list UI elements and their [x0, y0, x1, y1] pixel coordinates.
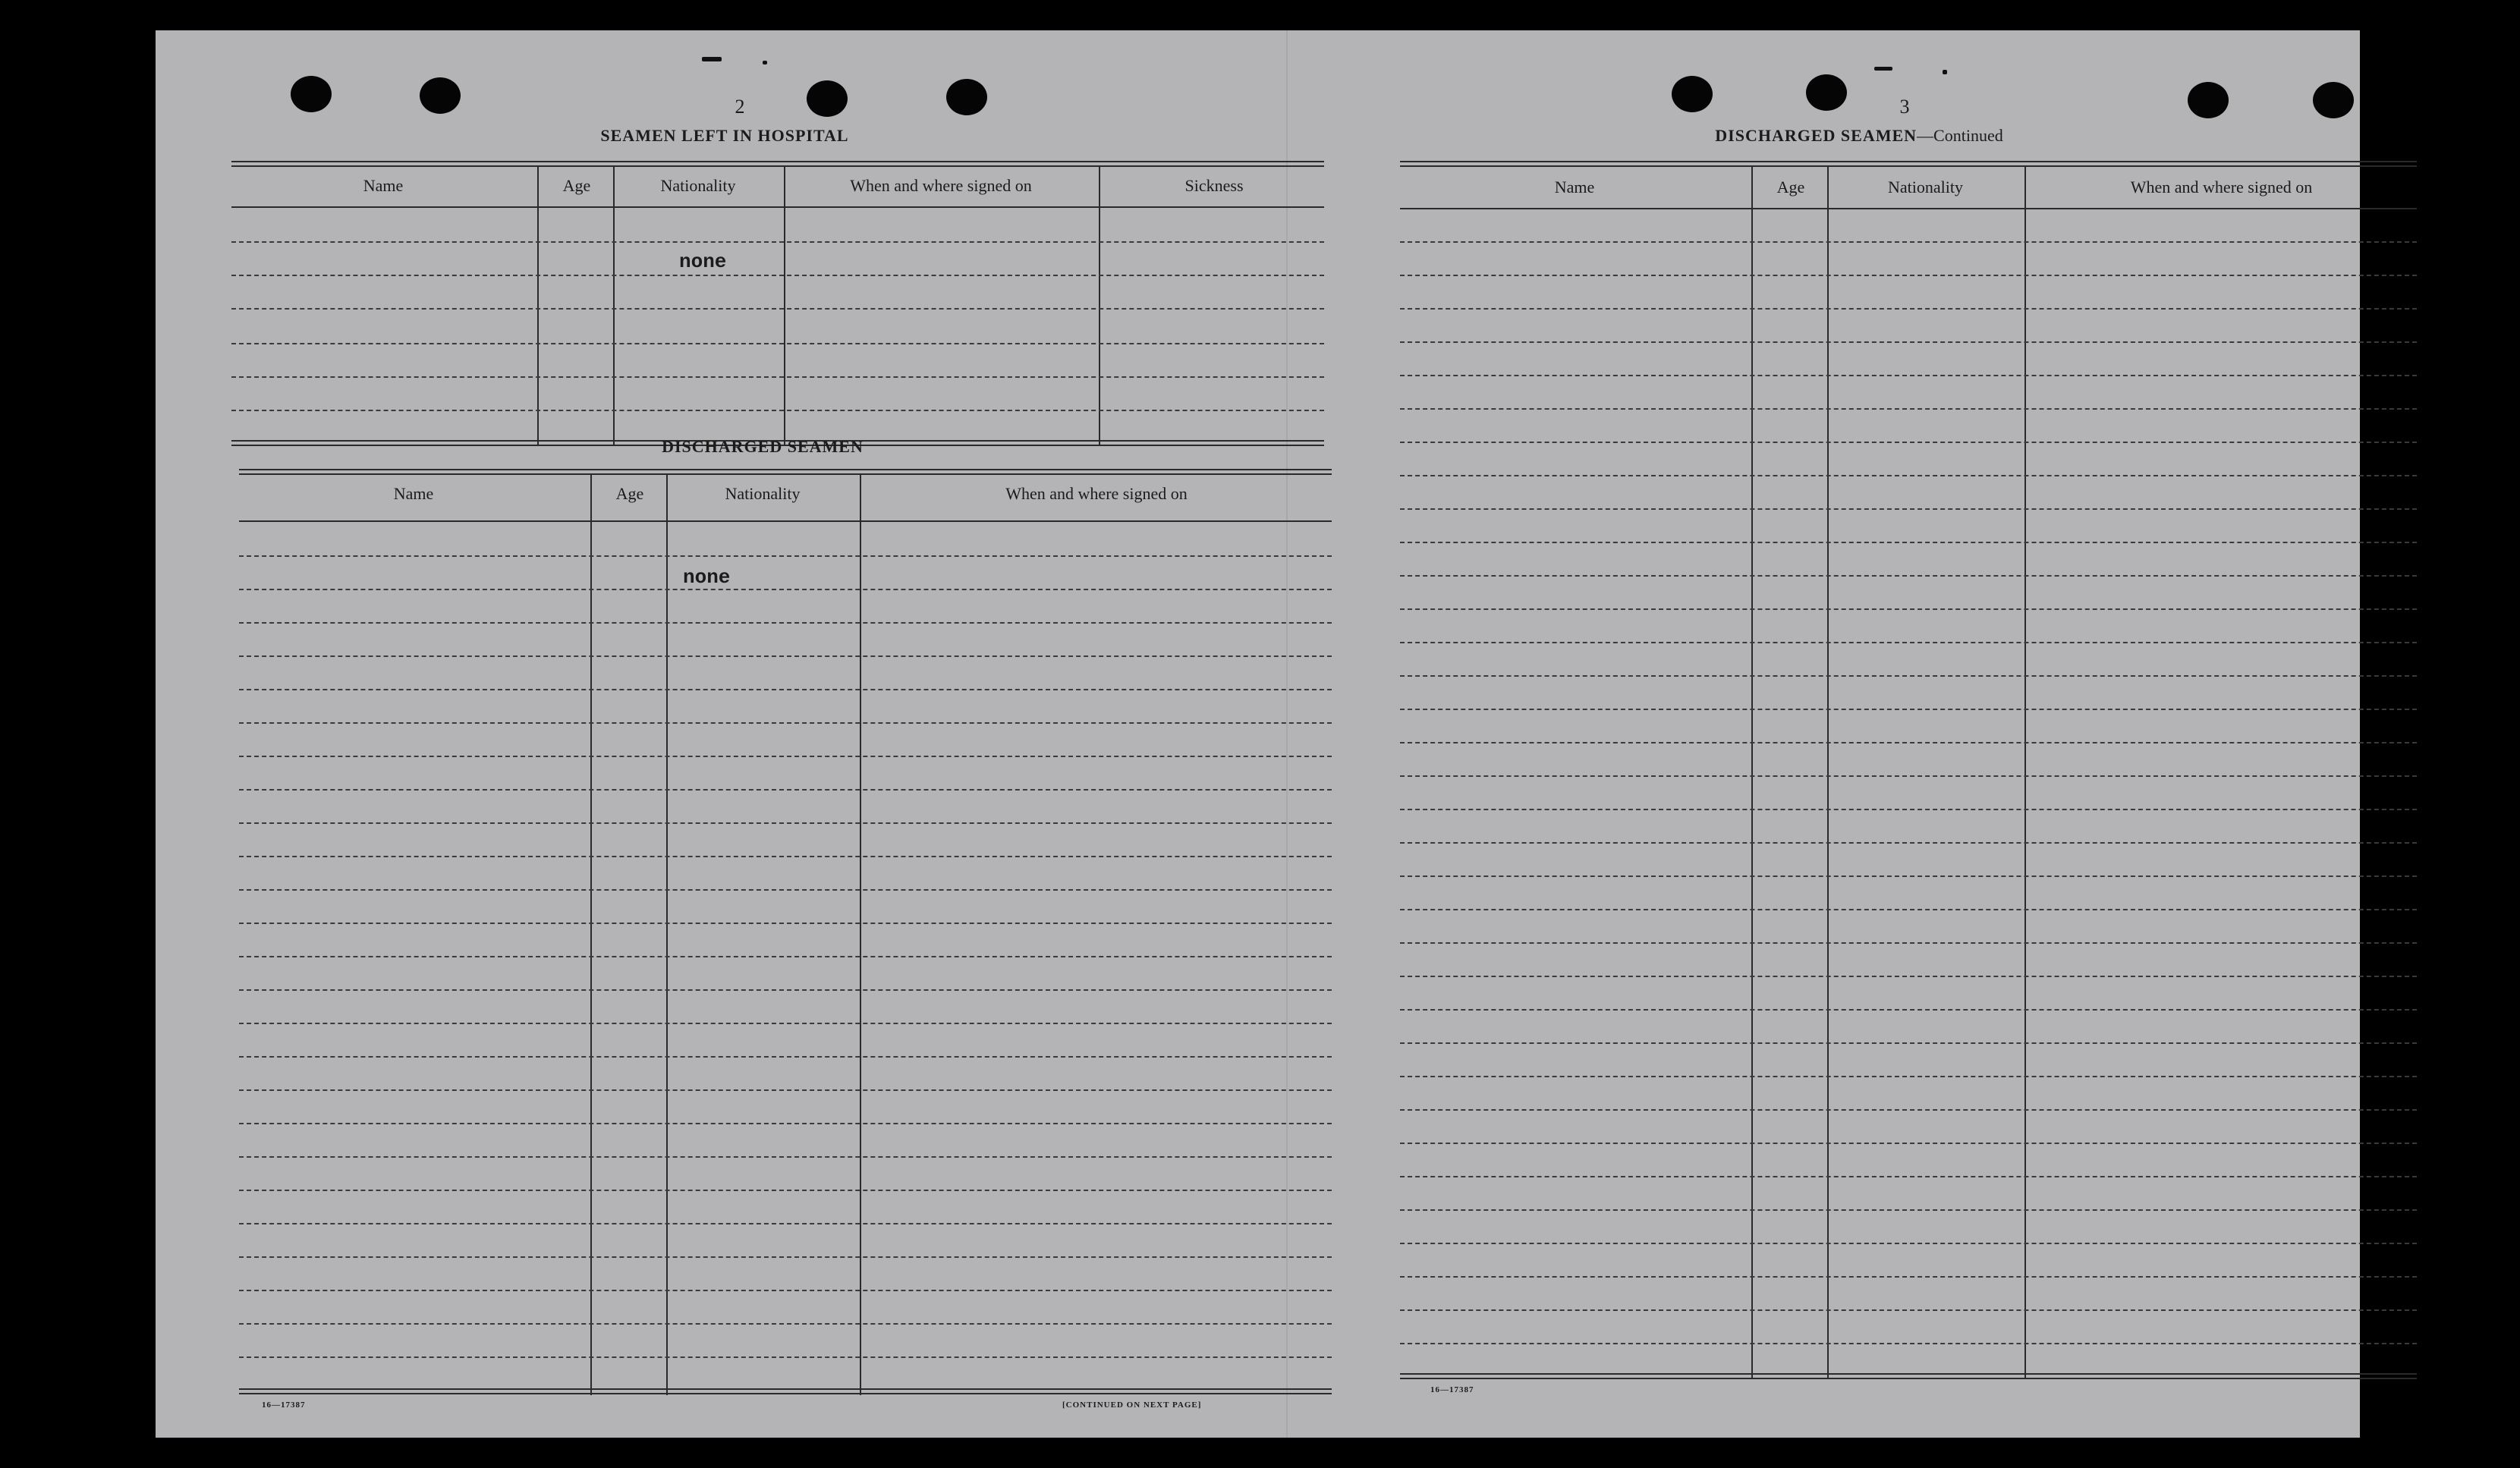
form-number: 16—17387 [262, 1400, 306, 1410]
title-continued: —Continued [1917, 126, 2003, 145]
column-header: Name [393, 484, 434, 503]
section-title-discharged-continued [1669, 126, 2049, 146]
column-header: Name [363, 176, 404, 195]
column-header: Age [1776, 178, 1805, 196]
document-sheet [156, 30, 2360, 1438]
column-header: Sickness [1184, 176, 1244, 195]
title-main: DISCHARGED SEAMEN [1715, 126, 1918, 145]
column-header: Nationality [660, 176, 736, 195]
page-number: 2 [735, 96, 745, 118]
punch-hole [807, 80, 848, 117]
form-number: 16—17387 [1430, 1385, 1474, 1394]
section-title-hospital: SEAMEN LEFT IN HOSPITAL [600, 126, 849, 145]
ink-speck [1874, 67, 1892, 71]
page-number: 3 [1899, 96, 1910, 118]
punch-hole [420, 77, 461, 114]
punch-hole [1806, 74, 1847, 111]
column-header: Age [615, 484, 644, 503]
punch-hole [2188, 82, 2229, 118]
ink-speck [763, 61, 767, 64]
ink-speck [1943, 70, 1947, 74]
continued-note: [CONTINUED ON NEXT PAGE] [1062, 1400, 1202, 1410]
punch-hole [291, 76, 332, 112]
hospital-entry: none [679, 250, 727, 273]
column-header: Nationality [1888, 178, 1963, 196]
punch-hole [946, 79, 987, 115]
column-header: When and where signed on [2130, 178, 2313, 196]
section-title-discharged: DISCHARGED SEAMEN [662, 437, 864, 456]
column-header: Name [1554, 178, 1595, 196]
column-header: Age [562, 176, 591, 195]
punch-hole [2313, 82, 2354, 118]
column-header: Nationality [725, 484, 801, 503]
column-header: When and where signed on [850, 176, 1032, 195]
column-header: When and where signed on [1005, 484, 1188, 503]
punch-hole [1672, 76, 1713, 112]
discharged-entry: none [683, 566, 731, 589]
ink-speck [702, 57, 722, 61]
